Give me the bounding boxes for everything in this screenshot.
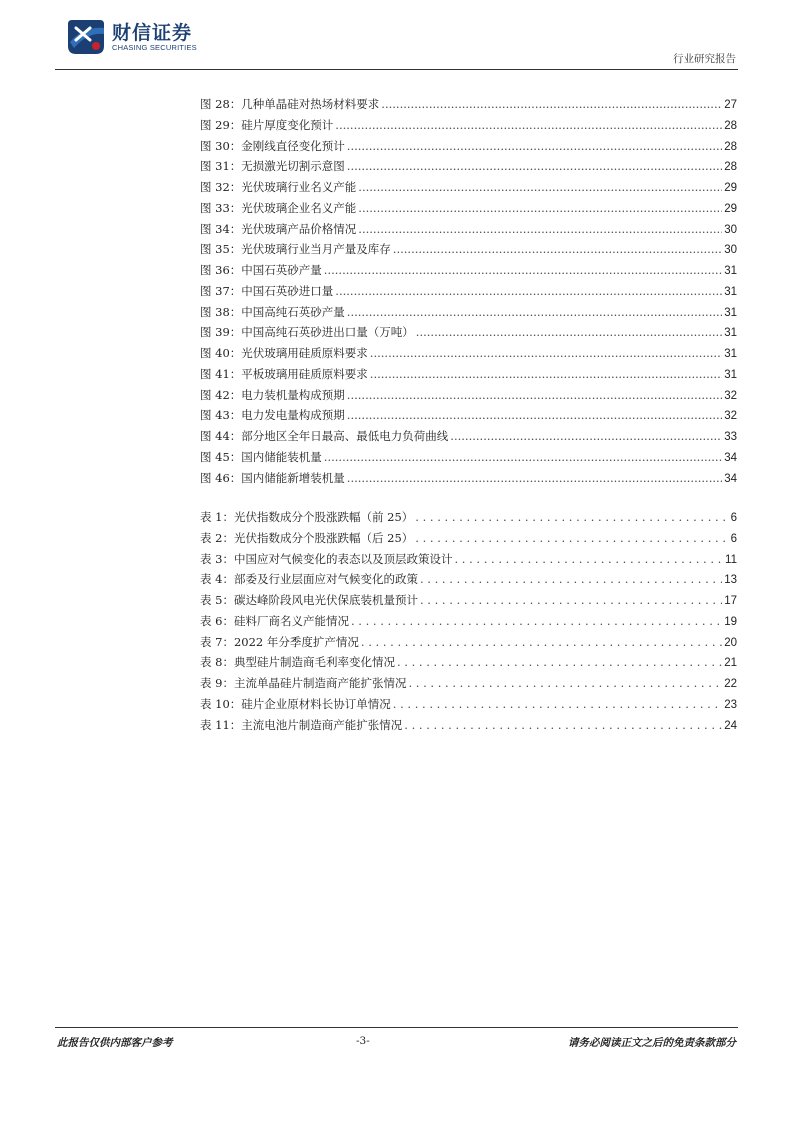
table-title: 表 8：典型硅片制造商毛利率变化情况 xyxy=(200,655,395,670)
page-number: 31 xyxy=(724,348,737,360)
page-number: 17 xyxy=(724,595,737,607)
figure-title: 图 35：光伏玻璃行业当月产量及库存 xyxy=(200,242,391,257)
page-number: 32 xyxy=(724,389,737,402)
figure-entry[interactable] xyxy=(200,428,737,449)
page-number: 27 xyxy=(724,99,737,111)
table-entry[interactable] xyxy=(200,634,737,655)
table-entry[interactable] xyxy=(200,696,737,717)
table-entry[interactable] xyxy=(200,592,737,613)
page-number: 31 xyxy=(724,265,737,277)
figure-entry[interactable] xyxy=(200,96,737,117)
dot-leader xyxy=(335,118,722,132)
figure-title: 图 36：中国石英砂产量 xyxy=(200,263,322,277)
page-number: 6 xyxy=(730,512,737,524)
table-title: 表 11：主流电池片制造商产能扩张情况 xyxy=(200,717,403,732)
page-number: 20 xyxy=(724,636,737,649)
table-title: 表 10：硅片企业原材料长协订单情况 xyxy=(200,696,391,711)
dot-leader xyxy=(415,531,728,545)
dot-leader xyxy=(420,572,722,586)
report-type: 行业研究报告 xyxy=(673,53,736,65)
figure-entry[interactable] xyxy=(200,324,737,345)
figure-entry[interactable] xyxy=(200,200,737,221)
figure-entry[interactable] xyxy=(200,470,737,491)
table-entry[interactable] xyxy=(200,530,737,551)
figure-entry[interactable] xyxy=(200,283,737,304)
dot-leader xyxy=(324,263,722,277)
dot-leader xyxy=(381,97,722,111)
figure-title: 图 43：电力发电量构成预期 xyxy=(200,408,345,423)
page-number: 22 xyxy=(724,678,737,690)
figure-title: 图 37：中国石英砂进口量 xyxy=(200,283,334,298)
logo-icon xyxy=(66,16,106,56)
table-entry[interactable] xyxy=(200,509,737,530)
table-entry[interactable] xyxy=(200,571,737,592)
figure-entry[interactable] xyxy=(200,262,737,283)
page-number: 31 xyxy=(724,368,737,381)
figure-title: 图 40：光伏玻璃用硅质原料要求 xyxy=(200,346,368,360)
figure-entry[interactable] xyxy=(200,449,737,470)
figure-entry[interactable] xyxy=(200,241,737,262)
page-number: 30 xyxy=(724,244,737,257)
dot-leader xyxy=(347,388,722,402)
dot-leader xyxy=(361,635,722,649)
dot-leader xyxy=(358,201,722,215)
dot-leader xyxy=(450,429,722,443)
page-number: 29 xyxy=(724,182,737,194)
figure-entry[interactable] xyxy=(200,304,737,325)
table-list xyxy=(200,509,737,737)
dot-leader xyxy=(420,593,722,607)
dot-leader xyxy=(454,552,723,566)
figure-title: 图 33：光伏玻璃企业名义产能 xyxy=(200,200,357,215)
dot-leader xyxy=(404,718,722,732)
page-number: 28 xyxy=(724,161,737,174)
page-indicator: -3- xyxy=(356,1035,370,1047)
table-title: 表 7：2022 年分季度扩产情况 xyxy=(200,634,359,649)
page-number: 23 xyxy=(724,698,737,711)
dot-leader xyxy=(358,180,722,194)
table-title: 表 5：碳达峰阶段风电光伏保底装机量预计 xyxy=(200,593,418,607)
page-number: 30 xyxy=(724,223,737,236)
figure-title: 图 29：硅片厚度变化预计 xyxy=(200,117,334,132)
figure-title: 图 45：国内储能装机量 xyxy=(200,449,322,464)
page-header xyxy=(0,0,793,72)
page-number: 28 xyxy=(724,119,737,132)
dot-leader xyxy=(358,222,722,236)
figure-entry[interactable] xyxy=(200,345,737,366)
figure-title: 图 38：中国高纯石英砂产量 xyxy=(200,304,345,319)
table-entry[interactable] xyxy=(200,613,737,634)
page-number: 32 xyxy=(724,410,737,423)
figure-title: 图 34：光伏玻璃产品价格情况 xyxy=(200,221,357,236)
dot-leader xyxy=(370,367,722,381)
dot-leader xyxy=(393,242,722,256)
table-title: 表 9：主流单晶硅片制造商产能扩张情况 xyxy=(200,676,407,690)
figure-title: 图 30：金刚线直径变化预计 xyxy=(200,138,345,153)
page-number: 13 xyxy=(724,574,737,587)
footer-divider xyxy=(55,1027,738,1028)
figure-list xyxy=(200,96,737,490)
page-number: 34 xyxy=(724,472,737,485)
figure-title: 图 28：几种单晶硅对热场材料要求 xyxy=(200,97,380,111)
figure-title: 图 41：平板玻璃用硅质原料要求 xyxy=(200,366,368,381)
dot-leader xyxy=(335,284,722,298)
page-number: 21 xyxy=(724,657,737,670)
page-number: 6 xyxy=(730,532,737,545)
dot-leader xyxy=(347,471,722,485)
dot-leader xyxy=(393,697,722,711)
page-number: 31 xyxy=(724,327,737,340)
page-number: 31 xyxy=(724,306,737,319)
footer-notice: 此报告仅供内部客户参考 xyxy=(57,1037,173,1049)
dot-leader xyxy=(347,408,722,422)
table-title: 表 1：光伏指数成分个股涨跌幅（前 25） xyxy=(200,510,414,524)
table-entry[interactable] xyxy=(200,717,737,738)
dot-leader xyxy=(408,676,722,690)
dot-leader xyxy=(351,614,722,628)
table-title: 表 6：硅料厂商名义产能情况 xyxy=(200,613,349,628)
dot-leader xyxy=(347,159,722,173)
figure-entry[interactable] xyxy=(200,407,737,428)
figure-entry[interactable] xyxy=(200,117,737,138)
figure-entry[interactable] xyxy=(200,221,737,242)
dot-leader xyxy=(370,346,722,360)
page-number: 29 xyxy=(724,202,737,215)
table-title: 表 2：光伏指数成分个股涨跌幅（后 25） xyxy=(200,530,414,545)
page-number: 24 xyxy=(724,719,737,732)
dot-leader xyxy=(416,325,722,339)
table-entry[interactable] xyxy=(200,654,737,675)
figure-entry[interactable] xyxy=(200,387,737,408)
company-logo xyxy=(66,16,226,60)
table-title: 表 4：部委及行业层面应对气候变化的政策 xyxy=(200,572,418,587)
figure-entry[interactable] xyxy=(200,179,737,200)
figure-title: 图 46：国内储能新增装机量 xyxy=(200,470,345,485)
dot-leader xyxy=(347,305,722,319)
page-number: 33 xyxy=(724,431,737,443)
brand-name-english: CHASING SECURITIES xyxy=(112,43,197,52)
figure-title: 图 31：无损激光切割示意图 xyxy=(200,159,345,174)
brand-name-chinese: 财信证券 xyxy=(112,22,193,44)
figure-title: 图 42：电力装机量构成预期 xyxy=(200,387,345,402)
page-number: 11 xyxy=(725,553,737,566)
page-number: 28 xyxy=(724,140,737,153)
table-entry[interactable] xyxy=(200,675,737,696)
dot-leader xyxy=(397,655,722,669)
figure-title: 图 39：中国高纯石英砂进出口量（万吨） xyxy=(200,325,414,340)
dot-leader xyxy=(415,510,728,524)
footer-disclaimer-note: 请务必阅读正文之后的免责条款部分 xyxy=(568,1037,736,1049)
figure-title: 图 44：部分地区全年日最高、最低电力负荷曲线 xyxy=(200,429,449,443)
figure-entry[interactable] xyxy=(200,366,737,387)
dot-leader xyxy=(347,139,722,153)
figure-title: 图 32：光伏玻璃行业名义产能 xyxy=(200,180,357,194)
header-divider xyxy=(55,69,738,70)
figure-entry[interactable] xyxy=(200,158,737,179)
table-entry[interactable] xyxy=(200,551,737,572)
page-number: 19 xyxy=(724,615,737,628)
page-number: 31 xyxy=(724,285,737,298)
page-number: 34 xyxy=(724,451,737,464)
table-title: 表 3：中国应对气候变化的表态以及顶层政策设计 xyxy=(200,551,453,566)
figure-entry[interactable] xyxy=(200,138,737,159)
dot-leader xyxy=(324,450,722,464)
